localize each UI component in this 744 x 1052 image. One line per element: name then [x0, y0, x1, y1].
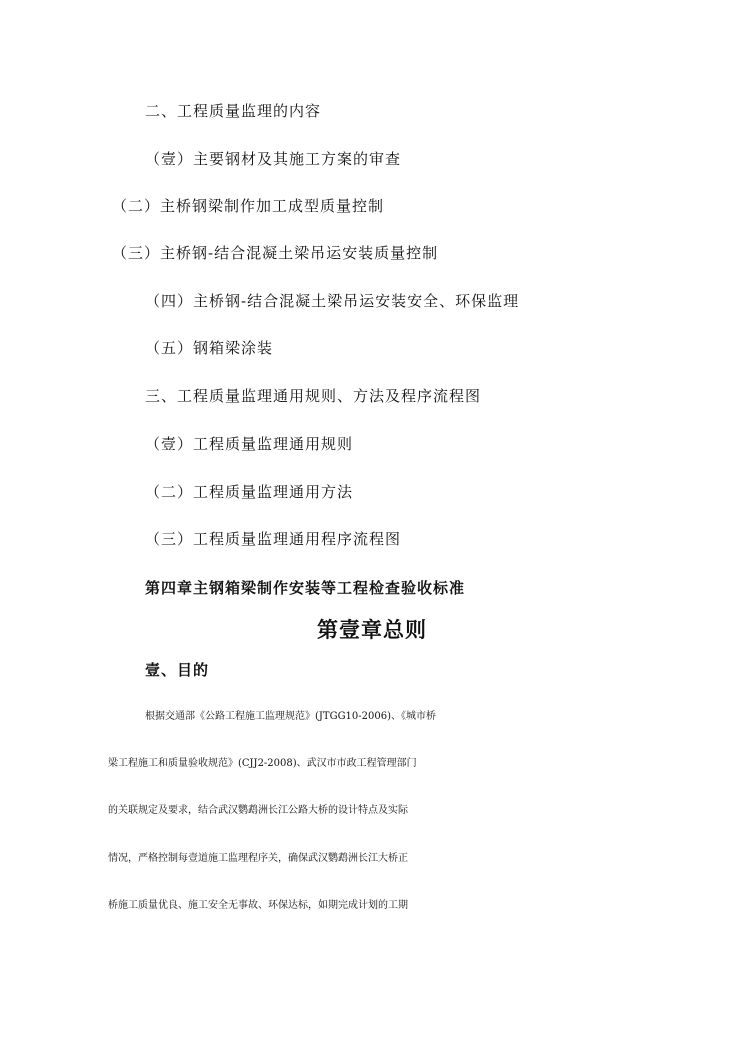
- toc-chapter-heading: 第四章主钢箱梁制作安装等工程检查验收标准: [145, 579, 466, 597]
- chapter-title: 第壹章总则: [317, 618, 427, 642]
- toc-item: 二、工程质量监理的内容: [145, 102, 322, 120]
- toc-item: （二）主桥钢梁制作加工成型质量控制: [112, 197, 385, 215]
- body-text-line: 根据交通部《公路工程施工监理规范》(JTGG10-2006)、《城市桥: [145, 711, 437, 722]
- toc-item: （三）工程质量监理通用程序流程图: [145, 530, 402, 548]
- body-text-line: 情况，严格控制每壹道施工监理程序关，确保武汉鹦鹉洲长江大桥正: [108, 853, 408, 864]
- toc-item: （五）钢箱梁涂装: [145, 339, 274, 357]
- toc-item: （壹）工程质量监理通用规则: [145, 435, 354, 453]
- toc-item: （二）工程质量监理通用方法: [145, 483, 354, 501]
- body-text-line: 梁工程施工和质量验收规范》(CJJ2-2008)、武汉市市政工程管理部门: [108, 758, 417, 769]
- toc-item: （三）主桥钢-结合混凝土梁吊运安装质量控制: [112, 244, 439, 262]
- toc-item: （壹）主要钢材及其施工方案的审查: [145, 150, 402, 168]
- toc-item: （四）主桥钢-结合混凝土梁吊运安装安全、环保监理: [145, 292, 520, 310]
- section-heading: 壹、目的: [145, 661, 210, 679]
- body-text-line: 桥施工质量优良、施工安全无事故、环保达标，如期完成计划的工期: [108, 900, 408, 911]
- toc-item: 三、工程质量监理通用规则、方法及程序流程图: [145, 387, 482, 405]
- body-text-line: 的关联规定及要求，结合武汉鹦鹉洲长江公路大桥的设计特点及实际: [108, 805, 408, 816]
